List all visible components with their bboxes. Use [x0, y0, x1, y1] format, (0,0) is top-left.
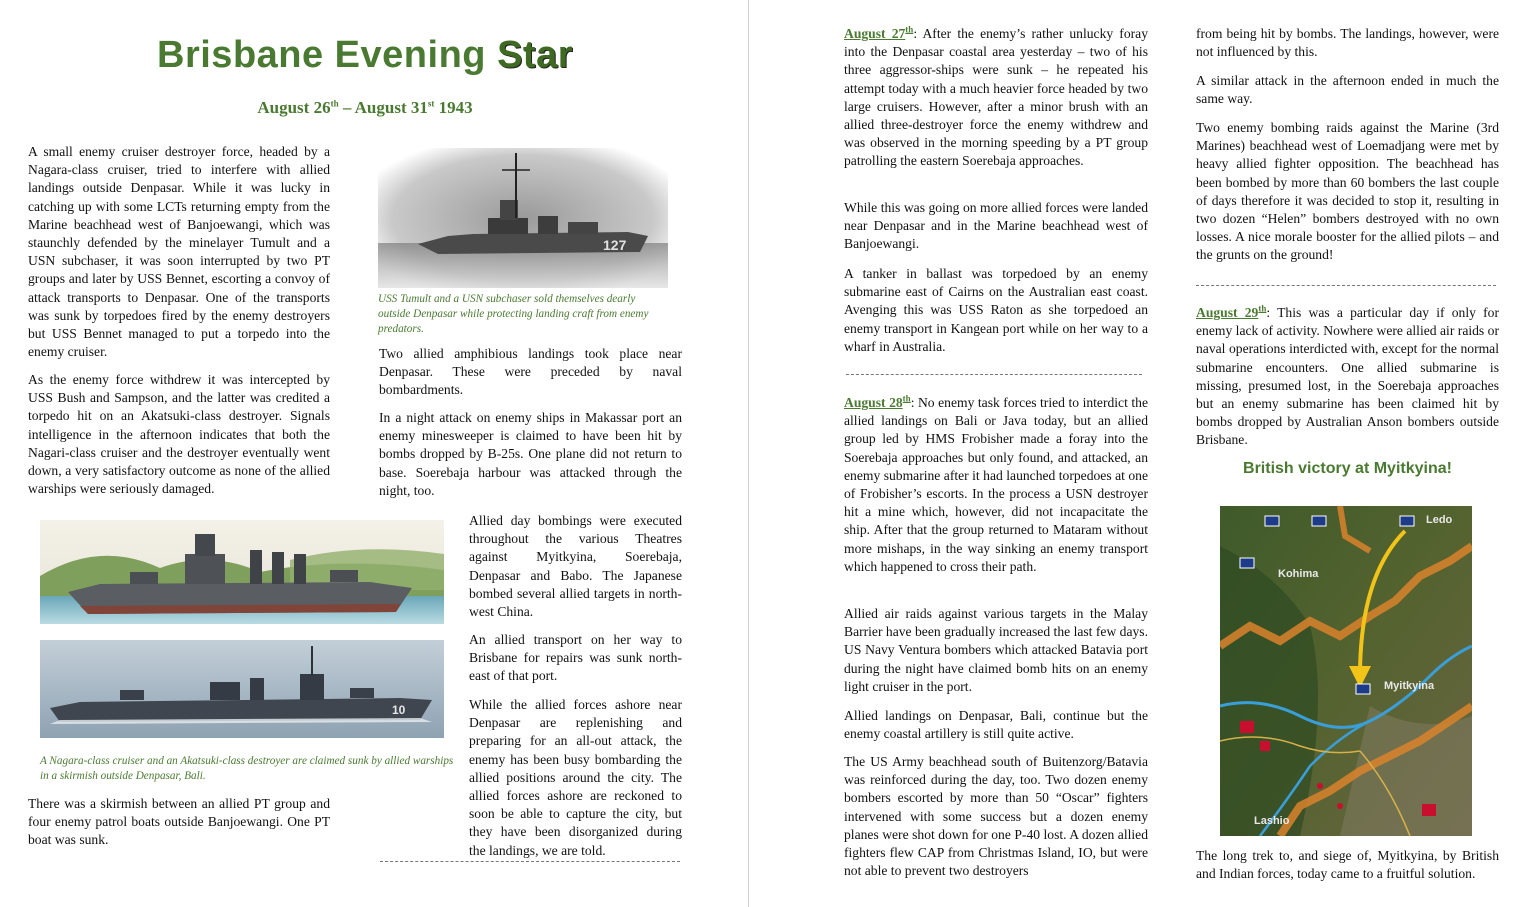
date-end: – August 31 [338, 98, 428, 117]
masthead-star: Star [497, 34, 573, 76]
article-august-29 [1196, 304, 1499, 450]
aug29-text: : This was a particular day if only for enemy lack of activity. Nowhere were allied air raids or naval operations interdicted with, except for the normal submarine encounters. One allied submarine is missing, presumed lost, in the Soerebaja approaches but an enemy submarine has been claimed hit by bombs dropped by Australian Anson bombers outside Brisbane. [1196, 305, 1499, 448]
section-divider-left [380, 861, 680, 862]
article-paragraph-withdrawal: As the enemy force withdrew it was intercepted by USS Bush and Sampson, and the latter was credited a torpedo hit on an Akatsuki-class destroyer. Signals intelligence in the afternoon indicates that both the Nagari-class cruiser and the destroyer eventually went down, a very satisfactory outcome as none of the allied warships were seriously damaged. [28, 372, 330, 497]
date-heading-aug28-sup: th [902, 393, 911, 404]
article-paragraph-cruiser-force: A small enemy cruiser destroyer force, headed by a Nagara-class cruiser, tried to interfere with allied landings outside Denpasar. While it was lucky in catching up with some LCTs returning empty from the Marine beachhead west of Banjoewangi, which was staunchly defended by the minelayer Tumult and a USN subchaser, it was soon interrupted by two PT groups and later by USS Bennet, escorting a convoy of attack transports to Denpasar. One of the transports was sunk by torpedoes fired by the enemy destroyers but USS Bennet managed to put a torpedo into the enemy cruiser. [28, 144, 330, 360]
article-paragraph-air-raids: Allied air raids against various targets in the Malay Barrier have been gradually increased the last few days. US Navy Ventura bombers which attacked Batavia port during the night have claimed bomb hits on an enemy light cruiser in the port. [844, 606, 1148, 694]
aug27-text: : After the enemy’s rather unlucky foray into the Denpasar coastal area yesterday – two of his three aggressor-ships were sunk – he repeated his attempt today with a much heavier force headed by two large cruisers. However, after a minor brush with an allied three-destroyer force the enemy withdrew and was observed in the morning speeding by a PT group patrolling the eastern Soerebaja approaches. [844, 26, 1148, 169]
section-divider-aug28 [846, 374, 1142, 375]
article-paragraph-makassar: In a night attack on enemy ships in Makassar port an enemy minesweeper is claimed to have been hit by bombs dropped by B-25s. One plane did not return to base. Soerebaja harbour was attacked through the night, too. [379, 410, 682, 498]
map-label-kohima: Kohima [1278, 568, 1319, 580]
date-year: 1943 [434, 98, 473, 117]
hull-number-10: 10 [392, 703, 406, 717]
map-caption: The long trek to, and siege of, Myitkyina, by British and Indian forces, today came to a fruitful solution. [1196, 848, 1499, 882]
date-heading-aug29-sup: th [1258, 303, 1267, 314]
date-heading-aug27-sup: th [905, 24, 914, 35]
map-label-myitkyina: Myitkyina [1384, 680, 1435, 692]
article-paragraph-landings: Two allied amphibious landings took place near Denpasar. These were preceded by naval bombardments. [379, 346, 682, 398]
photo-nagara-cruiser [40, 520, 444, 624]
aug28-text: : No enemy task forces tried to interdict the allied landings on Bali or Java today, but an allied group led by HMS Frobisher made a foray into the Soerebaja approaches but only found, and attacked, an enemy submarine after it had launched torpedoes at one of Frobisher’s escorts. In the process a USN destroyer hit a mine which, however, did not incapacitate the ship. After that the group returned to Mataram without more mishaps, in the way sinking an enemy transport which happened to cross their path. [844, 395, 1148, 574]
article-paragraph-more-landings: While this was going on more allied forces were landed near Denpasar and in the Marine beachhead west of Banjoewangi. [844, 200, 1148, 252]
newspaper-masthead [60, 34, 670, 77]
date-start-sup: th [330, 98, 339, 109]
hull-number-127: 127 [603, 237, 627, 253]
article-paragraph-bali-landings: Allied landings on Denpasar, Bali, continue but the enemy coastal artillery is still quite active. [844, 708, 1148, 742]
map-myitkyina [1220, 506, 1472, 836]
date-heading-aug28: August 28 [844, 395, 903, 410]
photo-caption-nagara: A Nagara-class cruiser and an Akatsuki-class destroyer are claimed sunk by allied warships in a skirmish outside Denpasar, Bali. [40, 755, 454, 782]
photo-uss-tumult [378, 148, 668, 288]
article-paragraph-skirmish: There was a skirmish between an allied PT group and four enemy patrol boats outside Banjoewangi. One PT boat was sunk. [28, 796, 330, 848]
article-paragraph-army-beachhead: The US Army beachhead south of Buitenzorg/Batavia was reinforced during the day, too. Two dozen enemy bombers escorted by more than 50 “Oscar” fighters intervened with some success but a dozen enemy planes were shot down for one P-40 lost. A dozen allied fighters flew CAP from Christmas Island, IO, but were not able to prevent two destroyers [844, 754, 1148, 879]
article-paragraph-day-bombings: Allied day bombings were executed throughout the various Theatres against Myitkyina, Soerebaja, Denpasar and Babo. The Japanese bombed several allied targets in north-west China. [469, 513, 682, 620]
article-paragraph-loemadjang: Two enemy bombing raids against the Marine (3rd Marines) beachhead west of Loemadjang were met by heavy allied fighter opposition. The beachhead has been bombed by more than 60 bombers the last couple of days therefore it was decided to stop it, resulting in two dozen “Helen” bombers destroyed with no own losses. A nice morale booster for the allied pilots – and the grunts on the ground! [1196, 120, 1499, 263]
article-paragraph-transport-sunk: An allied transport on her way to Brisbane for repairs was sunk north-east of that port. [469, 632, 682, 684]
date-heading-aug27: August 27 [844, 26, 906, 41]
article-august-27 [844, 25, 1148, 171]
article-august-28 [844, 394, 1148, 576]
map-label-ledo: Ledo [1426, 514, 1453, 526]
article-paragraph-continued: from being hit by bombs. The landings, however, were not influenced by this. [1196, 26, 1499, 60]
article-paragraph-similar-attack: A similar attack in the afternoon ended in much the same way. [1196, 73, 1499, 107]
date-heading-aug29: August 29 [1196, 305, 1259, 320]
photo-caption-tumult: USS Tumult and a USN subchaser sold themselves dearly outside Denpasar while protecting landing craft from enemy predators. [378, 293, 649, 335]
date-start: August 26 [257, 98, 331, 117]
date-end-sup: st [427, 98, 435, 109]
headline-myitkyina: British victory at Myitkyina! [1243, 460, 1452, 477]
photo-akatsuki-destroyer [40, 640, 444, 738]
map-label-lashio: Lashio [1254, 815, 1290, 827]
issue-date-range [60, 98, 670, 118]
section-divider-aug29 [1196, 285, 1496, 286]
masthead-main: Brisbane Evening [157, 34, 498, 76]
article-paragraph-replenishing: While the allied forces ashore near Denpasar are replenishing and preparing for an all-out attack, the enemy has been busy bombarding the allied positions around the city. The allied forces ashore are reckoned to soon be able to capture the city, but they have been disorganized during the landings, we are told. [469, 697, 682, 858]
page-divider [748, 0, 749, 907]
article-paragraph-tanker: A tanker in ballast was torpedoed by an enemy submarine east of Cairns on the Australian east coast. Avenging this was USS Raton as she torpedoed an enemy transport in Kangean port while on her way to a wharf in Australia. [844, 266, 1148, 354]
